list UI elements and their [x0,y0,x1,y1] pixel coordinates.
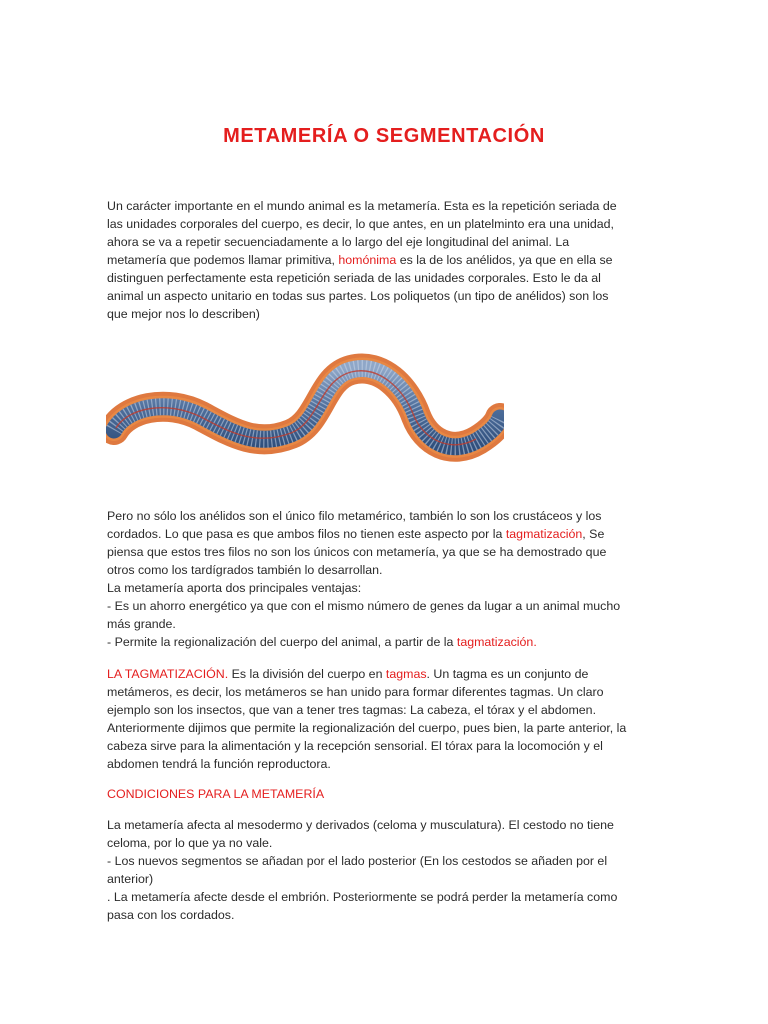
annelid-worm-image [106,338,504,494]
conditions-paragraph [107,816,663,924]
text-line: las unidades corporales del cuerpo, es decir, lo que antes, en un platelminto era una unidad, [107,217,614,231]
text-line: anterior) [107,872,154,886]
page-title: METAMERÍA O SEGMENTACIÓN [223,125,545,147]
text-line: Anteriormente dijimos que permite la regionalización del cuerpo, pues bien, la parte anterior, la [107,721,627,735]
link-tagmas[interactable]: tagmas [385,667,427,681]
text-line [107,251,663,269]
text-line: - Los nuevos segmentos se añadan por el lado posterior (En los cestodos se añaden por el [107,854,608,868]
link-tagmatizacion[interactable]: tagmatización. [456,635,537,649]
text-line: más grande. [107,617,176,631]
intro-paragraph [107,197,663,323]
text-segment: es la de los anélidos, ya que en ella se [396,253,613,267]
text-line: ahora se va a repetir secuenciadamente a lo largo del eje longitudinal del animal. La [107,235,570,249]
text-line: Pero no sólo los anélidos son el único filo metamérico, también lo son los crustáceos y los [107,509,602,523]
text-line: distinguen perfectamente esta repetición seriada de las unidades corporales. Esto le da al [107,271,601,285]
text-line [107,665,663,683]
text-line: La metamería afecta al mesodermo y derivados (celoma y musculatura). El cestodo no tiene [107,818,614,832]
text-line: . La metamería afecte desde el embrión. Posteriormente se podrá perder la metamería como [107,890,618,904]
text-line: abdomen tendrá la función reproductora. [107,757,331,771]
section-heading: LA TAGMATIZACIÓN. [107,667,229,681]
text-line: animal un aspecto unitario en todas sus partes. Los poliquetos (un tipo de anélidos) son los [107,289,609,303]
text-segment: . Un tagma es un conjunto de [426,667,589,681]
worm-illustration [106,338,504,494]
text-line: Un carácter importante en el mundo animal es la metamería. Esta es la repetición seriada de [107,199,617,213]
text-line: - Es un ahorro energético ya que con el mismo número de genes da lugar a un animal mucho [107,599,621,613]
text-segment: cordados. Lo que pasa es que ambos filos no tienen este aspecto por la [107,527,506,541]
tagmatizacion-paragraph [107,665,663,773]
text-segment: - Permite la regionalización del cuerpo del animal, a partir de la [107,635,457,649]
text-segment: Es la división del cuerpo en [228,667,386,681]
text-line [107,633,663,651]
text-line: ejemplo son los insectos, que van a tener tres tagmas: La cabeza, el tórax y el abdomen. [107,703,597,717]
text-segment: metamería que podemos llamar primitiva, [107,253,339,267]
text-line: La metamería aporta dos principales ventajas: [107,581,362,595]
second-paragraph [107,507,663,651]
text-line: celoma, por lo que ya no vale. [107,836,273,850]
text-line: piensa que estos tres filos no son los únicos con metamería, ya que se ha demostrado que [107,545,607,559]
text-line: metámeros, es decir, los metámeros se han unido para formar diferentes tagmas. Un claro [107,685,604,699]
text-line: otros como los tardígrados también lo desarrollan. [107,563,383,577]
link-tagmatizacion[interactable]: tagmatización [505,527,583,541]
section-heading: CONDICIONES PARA LA METAMERÍA [107,787,325,801]
text-line: pasa con los cordados. [107,908,235,922]
text-segment: , Se [582,527,605,541]
text-line [107,525,663,543]
text-line: cabeza sirve para la alimentación y la recepción sensorial. El tórax para la locomoción y el [107,739,603,753]
text-line: que mejor nos lo describen) [107,307,260,321]
link-homonima[interactable]: homónima [338,253,397,267]
